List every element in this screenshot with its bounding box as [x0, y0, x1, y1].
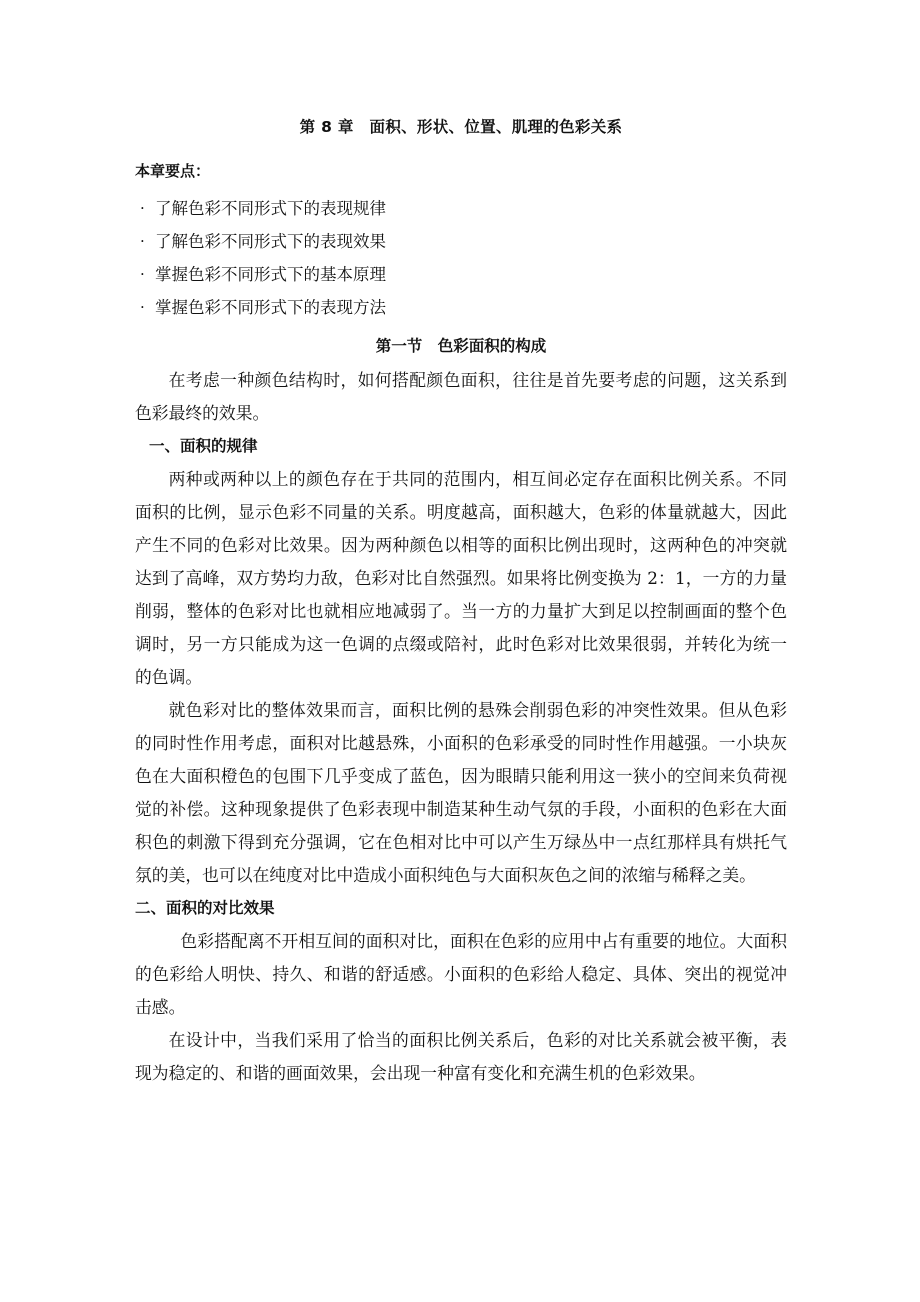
list-item [135, 258, 787, 291]
list-item [135, 225, 787, 258]
chapter-title: 第 8 章 面积、形状、位置、肌理的色彩关系 [299, 118, 623, 136]
subsection-title-one: 一、面积的规律 [149, 437, 258, 455]
list-item-label: 了解色彩不同形式下的表现效果 [155, 232, 386, 251]
list-item-label: 掌握色彩不同形式下的表现方法 [155, 298, 386, 317]
subsection-one-paragraph-2: 就色彩对比的整体效果而言，面积比例的悬殊会削弱色彩的冲突性效果。但从色彩的同时性作用考虑，面积对比越悬殊，小面积的色彩承受的同时性作用越强。一小块灰色在大面积橙色的包围下几乎变成了蓝色，因为眼睛只能利用这一狭小的空间来负荷视觉的补偿。这种现象提供了色彩表现中制造某种生动气氛的手段，小面积的色彩在大面积色的刺激下得到充分强调，它在色相对比中可以产生万绿丛中一点红那样具有烘托气氛的美，也可以在纯度对比中造成小面积纯色与大面积灰色之间的浓缩与稀释之美。 [135, 700, 787, 885]
chapter-points-list [135, 192, 787, 324]
list-item-label: 了解色彩不同形式下的表现规律 [155, 199, 386, 218]
subsection-two-paragraph-2: 在设计中，当我们采用了恰当的面积比例关系后，色彩的对比关系就会被平衡，表现为稳定的、和谐的画面效果，会出现一种富有变化和充满生机的色彩效果。 [135, 1030, 787, 1083]
subsection-one-paragraph-1: 两种或两种以上的颜色存在于共同的范围内，相互间必定存在面积比例关系。不同面积的比例，显示色彩不同量的关系。明度越高，面积越大，色彩的体量就越大，因此产生不同的色彩对比效果。因为两种颜色以相等的面积比例出现时，这两种色的冲突就达到了高峰，双方势均力敌，色彩对比自然强烈。如果将比例变换为 2：1，一方的力量削弱，整体的色彩对比也就相应地减弱了。当一方的力量扩大到足以控制画面的整个色调时，另一方只能成为这一色调的点缀或陪衬，此时色彩对比效果很弱，并转化为统一的色调。 [135, 469, 787, 687]
bullet-icon: · [140, 298, 145, 316]
bullet-icon: · [140, 232, 145, 250]
intro-paragraph: 在考虑一种颜色结构时，如何搭配颜色面积，往往是首先要考虑的问题，这关系到色彩最终的效果。 [135, 370, 787, 423]
subsection-two-paragraph-1: 色彩搭配离不开相互间的面积对比，面积在色彩的应用中占有重要的地位。大面积的色彩给人明快、持久、和谐的舒适感。小面积的色彩给人稳定、具体、突出的视觉冲击感。 [135, 931, 787, 1017]
list-item [135, 192, 787, 225]
list-item [135, 291, 787, 324]
list-item-label: 掌握色彩不同形式下的基本原理 [155, 265, 386, 284]
subsection-title-two: 二、面积的对比效果 [135, 899, 275, 917]
section-title: 第一节 色彩面积的构成 [375, 337, 547, 355]
bullet-icon: · [140, 265, 145, 283]
bullet-icon: · [140, 199, 145, 217]
document-content [135, 112, 787, 1090]
chapter-points-label: 本章要点： [135, 162, 211, 180]
